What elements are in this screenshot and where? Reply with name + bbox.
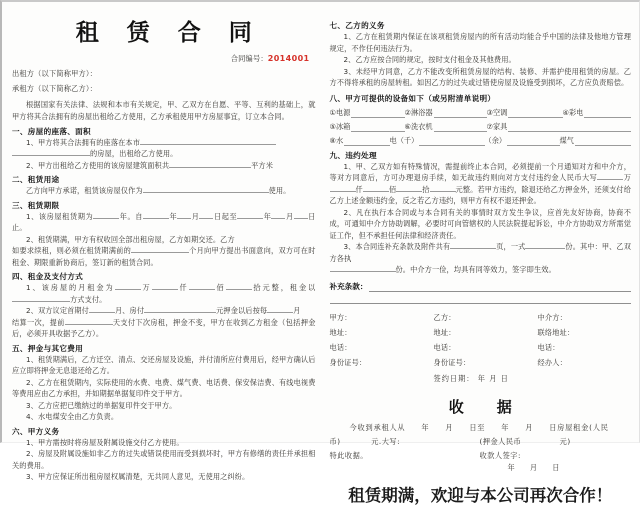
receipt-deposit-field[interactable]: (押金人民币 元) <box>479 436 571 446</box>
blank-end-day[interactable] <box>294 212 308 219</box>
equipment-label: ③空调 <box>486 107 508 117</box>
equipment-item-shower[interactable] <box>405 108 487 118</box>
blank-rent-qian[interactable] <box>152 284 178 291</box>
blank-settle-months[interactable] <box>267 307 293 314</box>
clause-5-2: 2、乙方在租赁期内，实际使用的水费、电费、煤气费、电话费、保安保洁费、有线电视费等费用应由乙方承担，并如期据单据复印件交于甲方。 <box>12 377 316 399</box>
clause-6-2: 2、房屋及附属设施如非乙方的过失或错误使用而受到损坏时，甲方有修缮的责任并承担相关的费用。 <box>12 449 316 470</box>
section-heading-9: 九、违约处理 <box>329 150 377 160</box>
equipment-blank[interactable] <box>508 125 631 132</box>
equipment-row-1 <box>330 108 632 118</box>
clause-9-3: 3、本合同连补充条款及附件共有 页，一式 份。其中：甲、乙双方各执 <box>329 242 632 263</box>
blank-area[interactable] <box>169 161 251 168</box>
blank-each-copies[interactable] <box>330 266 396 273</box>
field-party-a-phone[interactable]: 电话： <box>329 342 352 352</box>
equipment-blank[interactable] <box>351 125 404 132</box>
contract-number-value: 2014001 <box>267 54 310 64</box>
blank-end-year[interactable] <box>237 212 263 219</box>
blank-advance-days[interactable] <box>65 318 113 325</box>
contract-number <box>12 54 316 64</box>
receipt-note: 特此收据。 <box>329 450 368 460</box>
section-heading-6: 六、甲方义务 <box>12 426 60 436</box>
equipment-item-fridge[interactable] <box>330 122 405 132</box>
equipment-blank[interactable] <box>434 125 487 132</box>
field-agent-name[interactable]: 中介方： <box>537 312 568 322</box>
equipment-blank[interactable] <box>351 111 404 118</box>
blank-address-1[interactable] <box>140 138 276 145</box>
clause-1-1b: 的房屋，出租给乙方使用。 <box>12 148 316 160</box>
equipment-item-electricity[interactable] <box>390 136 485 146</box>
clause-4-2b: 结算一次，提前 天支付下次房租，押金不变，甲方在收到乙方租金（包括押金后，必须开具收据予乙方）。 <box>12 317 316 339</box>
clause-7-1: 1、乙方在租赁期内保证在该项租赁房屋内的所有活动均能合乎中国的法律及他地方管理规定，不作任何违法行为。 <box>329 32 631 53</box>
blank-deposit-amount[interactable] <box>144 307 216 314</box>
receipt-signature-field[interactable]: 收款人签字: <box>479 450 521 460</box>
field-party-a-address[interactable]: 地址： <box>329 327 352 337</box>
blank-penalty-bai[interactable] <box>363 185 389 192</box>
blank-penalty-qian[interactable] <box>330 185 356 192</box>
field-signing-date[interactable]: 签约日期： 年 月 日 <box>433 373 509 383</box>
section-heading-1: 一、房屋的座落、面积 <box>12 126 91 136</box>
preamble-text: 根据国家有关法律、法规和本市有关规定，甲、乙双方在自愿、平等、互利的基础上，就甲方将其合法拥有的房屋出租给乙方使用，乙方承租使用甲方房屋事宜，订立本合同。 <box>12 100 316 121</box>
clause-2-1: 乙方向甲方承诺，租赁该房屋仅作为 使用。 <box>26 186 291 196</box>
equipment-blank[interactable] <box>507 139 559 146</box>
field-party-b-phone[interactable]: 电话： <box>433 342 456 352</box>
clause-9-3b: 份。中介方一俭，均具有同等效力，签字即生效。 <box>330 264 632 276</box>
blank-rent-bai[interactable] <box>189 284 215 291</box>
clause-6-1: 1、甲方需按时将房屋及附属设施交付乙方使用。 <box>26 437 184 447</box>
supplement-blank-1[interactable] <box>369 284 631 291</box>
blank-renew-months[interactable] <box>131 247 189 254</box>
supplement-label: 补充条款： <box>329 281 368 291</box>
equipment-label: ⑦家具 <box>486 121 508 131</box>
clause-5-3: 3、乙方应把已缴纳过的单据复印件交于甲方。 <box>26 400 177 410</box>
blank-start-month[interactable] <box>177 212 191 219</box>
equipment-blank[interactable] <box>419 139 484 146</box>
clause-1-2: 2、甲方出租给乙方使用的该房屋建筑面积共 平方米 <box>26 160 274 170</box>
blank-payment-method[interactable] <box>12 295 70 302</box>
lessee-line: 承租方（以下简称乙方）： <box>12 84 98 94</box>
equipment-blank[interactable] <box>584 111 631 118</box>
equipment-label: ⑧水 <box>329 135 344 145</box>
clause-4-1: 1、该房屋的月租金为 万 仟 佰 拾元整，租金以方式支付。 <box>12 282 316 305</box>
blank-rent-shi[interactable] <box>226 284 252 291</box>
equipment-label: 煤气 <box>559 135 574 145</box>
section-heading-8: 八、甲方可提供的设备如下（或另附清单说明） <box>329 93 496 103</box>
clause-9-2: 2、凡在执行本合同或与本合同有关的事情时双方发生争议，应首先友好协商，协商不成，可通知中介方协助调解，必要时可向管辖权的人民法院提起诉讼，中介方协助双方所需觉证工作，但不承担任何法律和经济责任。 <box>329 207 631 240</box>
equipment-item-furniture[interactable] <box>487 122 632 132</box>
signature-column-agent <box>538 313 632 373</box>
equipment-label: ⑥洗衣机 <box>404 121 433 131</box>
field-agent-handler[interactable]: 经办人： <box>537 357 568 367</box>
equipment-item-tv[interactable] <box>563 108 632 118</box>
signature-block <box>330 313 632 373</box>
left-column <box>12 8 322 483</box>
section-heading-4: 四、租金及支付方式 <box>12 272 84 282</box>
equipment-row-2 <box>330 122 632 132</box>
section-heading-3: 三、租赁期限 <box>12 200 60 210</box>
lessor-line: 出租方（以下简称甲方）： <box>12 69 98 79</box>
section-heading-7: 七、乙方的义务 <box>329 21 385 30</box>
field-party-a-name[interactable]: 甲方： <box>329 312 352 322</box>
blank-usage[interactable] <box>143 187 269 194</box>
equipment-item-balance[interactable] <box>485 136 560 146</box>
clause-7-3: 3、未经甲方同意，乙方不能改变所租赁房屋的结构、装修、并需护使用租赁的房屋。乙方不得将承租的房屋转租。如因乙方的过失或过错使房屋及设施受到损坏，乙方应负责赔偿。 <box>329 66 631 88</box>
clause-5-4: 4、水电煤安全由乙方负责。 <box>26 412 119 422</box>
equipment-blank[interactable] <box>434 111 487 118</box>
signature-column-party-a <box>330 313 434 373</box>
blank-end-month[interactable] <box>271 212 285 219</box>
clause-7-2: 2、乙方应按合同的规定，按时支付租金及其他费用。 <box>343 55 516 65</box>
field-party-b-id[interactable]: 身份证号： <box>433 357 471 367</box>
blank-penalty-wan[interactable] <box>597 173 623 180</box>
blank-address-2[interactable] <box>12 150 90 157</box>
clause-3-2: 2、租赁期满，甲方有权收回全部出租房屋，乙方如期交还。乙方 <box>26 234 235 244</box>
equipment-item-washer[interactable] <box>405 122 487 132</box>
equipment-label: （余） <box>484 135 507 145</box>
field-agent-phone[interactable]: 电话： <box>537 342 560 352</box>
blank-first-months[interactable] <box>89 307 115 314</box>
equipment-blank[interactable] <box>575 139 631 146</box>
blank-pages[interactable] <box>450 243 496 250</box>
blank-copies[interactable] <box>525 243 565 250</box>
equipment-label: ⑤冰箱 <box>329 121 351 131</box>
section-heading-2: 二、租赁用途 <box>12 175 60 185</box>
supplement-clause <box>330 281 632 292</box>
field-party-b-address[interactable]: 地址： <box>433 327 456 337</box>
receipt-date-field[interactable]: 年 月 日 <box>507 462 564 472</box>
footer-slogan: 租赁期满，欢迎与本公司再次合作！ <box>348 485 613 505</box>
right-column <box>322 8 632 506</box>
equipment-row-3 <box>330 136 632 146</box>
equipment-item-gas[interactable] <box>560 136 632 146</box>
blank-start-year[interactable] <box>143 212 169 219</box>
clause-5-1: 1、租赁期满后，乙方迁空、清点、交还房屋及设施，并付清所应付费用后，经甲方确认后应立即将押金无息退还给乙方。 <box>12 354 316 376</box>
equipment-label: ②淋浴器 <box>404 107 433 117</box>
section-heading-5: 五、押金与其它费用 <box>12 343 84 353</box>
clause-4-2: 2、双方议定首期付 月、房付 元押金以后按每 月 <box>26 306 301 316</box>
equipment-label: ①电源 <box>329 107 351 117</box>
receipt-line-3 <box>330 451 632 461</box>
signature-column-party-b <box>434 313 538 373</box>
field-party-a-id[interactable]: 身份证号： <box>329 357 367 367</box>
equipment-label: 电（千） <box>389 135 419 145</box>
field-party-b-name[interactable]: 乙方： <box>433 312 456 322</box>
clause-1-1: 1、甲方将其合法拥有的座落在本市 <box>12 137 316 149</box>
blank-start-day[interactable] <box>199 212 213 219</box>
receipt-title: 收 据 <box>448 397 521 416</box>
equipment-blank[interactable] <box>344 139 389 146</box>
supplement-blank-2[interactable] <box>330 292 632 304</box>
equipment-blank[interactable] <box>508 111 562 118</box>
clause-3-1: 1、该房屋租赁期为 年。自 年 月 日起至 年 月 日止。 <box>12 211 316 233</box>
equipment-item-water[interactable] <box>330 136 390 146</box>
blank-term-years[interactable] <box>93 212 119 219</box>
blank-rent-wan[interactable] <box>115 284 141 291</box>
page-title: 租 赁 合 同 <box>75 19 262 46</box>
clause-6-3: 3、甲方应保证所出租房屋权属清楚，无共同人意见，无使用之纠纷。 <box>26 472 250 482</box>
field-agent-address[interactable]: 联络地址： <box>537 327 575 337</box>
blank-penalty-yuan[interactable] <box>430 185 456 192</box>
receipt-line-1: 今收到承租人从 年 月 日至 年 月 日房屋租金(人民 <box>349 422 609 432</box>
blank-penalty-shi[interactable] <box>396 185 422 192</box>
equipment-item-power[interactable] <box>330 108 405 118</box>
equipment-label: ④彩电 <box>562 107 584 117</box>
clause-9-1: 1、甲、乙双方如有特殊情况，需提前终止本合同，必须提前一个月通知对方和中介方，等对方同意后，方可办理退房手续，如无故违约则向对方支付违约金人民币大写 万仟 佰 拾 元整。若甲方违约，除退还给乙方押金外，还须支付给乙方上述金额违约金，反之若乙方违约，则甲方有权不退还押金。 <box>329 161 631 206</box>
equipment-item-aircon[interactable] <box>487 108 563 118</box>
receipt-amount-field[interactable]: 币) 元.大写: <box>329 436 401 446</box>
contract-number-label: 合同编号： <box>230 54 268 64</box>
receipt-line-2 <box>330 437 632 447</box>
clause-3-2b: 如要求续租，则必须在租赁期满前的 个月向甲方提出书面意向，双方可在时租金、期限重新协商后，签订新的租赁合同。 <box>12 246 316 267</box>
